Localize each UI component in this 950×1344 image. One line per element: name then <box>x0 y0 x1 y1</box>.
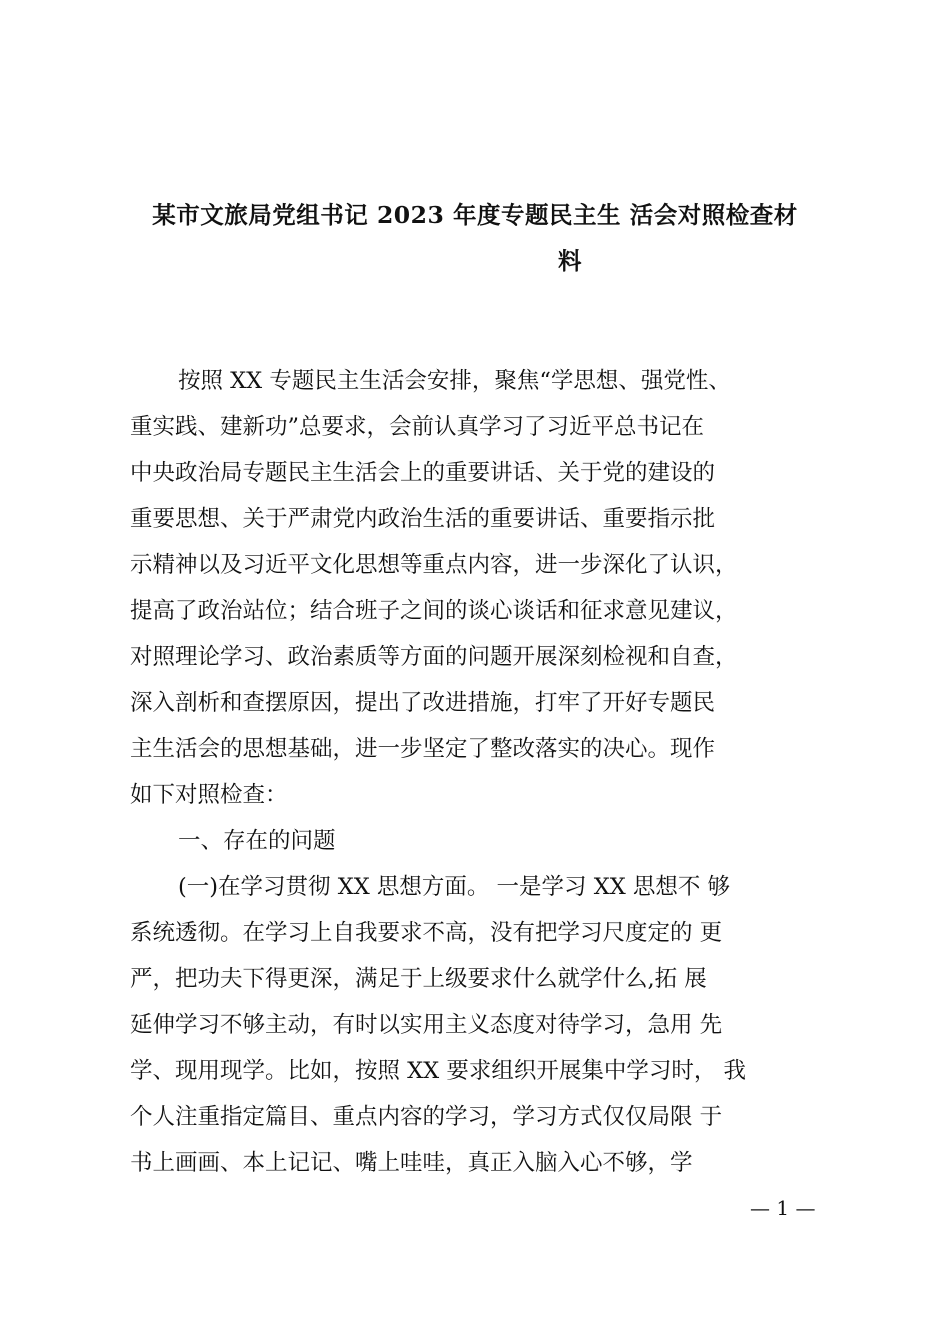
paragraph-line: 提高了政治站位；结合班子之间的谈心谈话和征求意见建议， <box>130 598 738 624</box>
paragraph-line: 重要思想、关于严肃党内政治生活的重要讲话、重要指示批 <box>130 506 716 532</box>
paragraph-line: 重实践、建新功”总要求，会前认真学习了习近平总书记在 <box>130 414 705 440</box>
paragraph-line: 个人注重指定篇目、重点内容的学习，学习方式仅仅局限 于 <box>130 1104 723 1130</box>
paragraph-line: 按照 XX 专题民主生活会安排，聚焦“学思想、强党性、 <box>178 368 731 394</box>
paragraph-line: 学、现用现学。比如，按照 XX 要求组织开展集中学习时， 我 <box>130 1058 746 1084</box>
paragraph-line: 书上画画、本上记记、嘴上哇哇，真正入脑入心不够，学 <box>130 1150 693 1176</box>
paragraph-line: (一)在学习贯彻 XX 思想方面。 一是学习 XX 思想不 够 <box>178 874 731 900</box>
paragraph-line: 如下对照检查： <box>130 782 288 808</box>
paragraph-line: 延伸学习不够主动，有时以实用主义态度对待学习，急用 先 <box>130 1012 723 1038</box>
paragraph-line: 系统透彻。在学习上自我要求不高，没有把学习尺度定的 更 <box>130 920 723 946</box>
paragraph-line: 主生活会的思想基础，进一步坚定了整改落实的决心。现作 <box>130 736 716 762</box>
paragraph-line: 示精神以及习近平文化思想等重点内容，进一步深化了认识， <box>130 552 738 578</box>
paragraph-line: 深入剖析和查摆原因，提出了改进措施，打牢了开好专题民 <box>130 690 716 716</box>
document-title-line-2: 料 <box>558 247 582 275</box>
document-title-line-1: 某市文旅局党组书记 2023 年度专题民主生 活会对照检查材 <box>152 201 798 229</box>
section-heading: 一、存在的问题 <box>178 828 336 854</box>
paragraph-line: 对照理论学习、政治素质等方面的问题开展深刻检视和自查， <box>130 644 738 670</box>
page-number: — 1 — <box>750 1196 816 1220</box>
paragraph-line: 严，把功夫下得更深，满足于上级要求什么就学什么,拓 展 <box>130 966 707 992</box>
paragraph-line: 中央政治局专题民主生活会上的重要讲话、关于党的建设的 <box>130 460 716 486</box>
